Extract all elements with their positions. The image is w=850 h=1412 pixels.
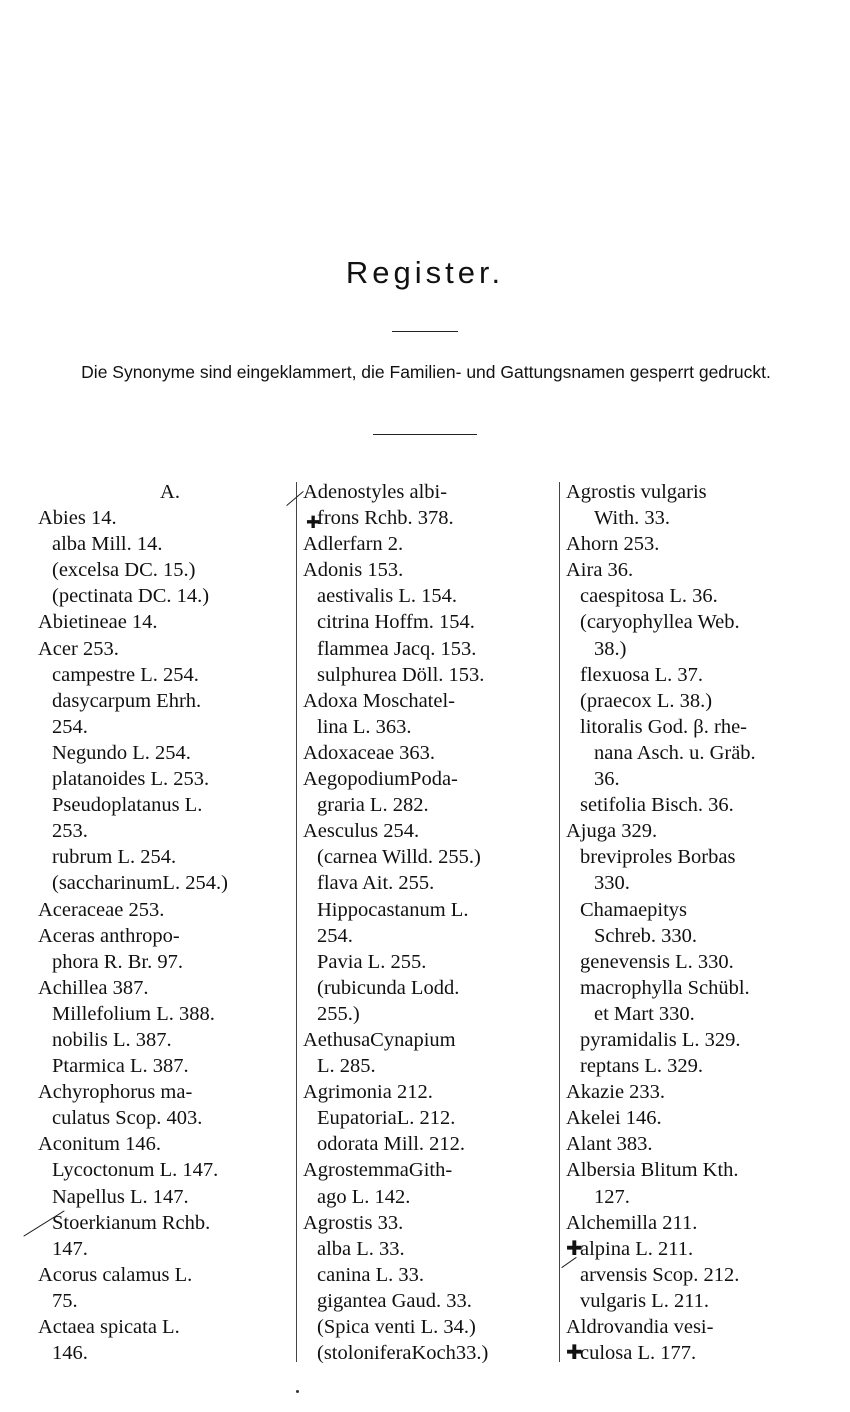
index-entry: 75. xyxy=(52,1289,78,1312)
cross-mark-icon: ✚ xyxy=(566,1236,583,1260)
index-entry: 254. xyxy=(52,715,88,738)
register-note: Die Synonyme sind eingeklammert, die Familien- und Gattungsnamen gesperrt gedruckt. xyxy=(81,362,771,382)
index-entry: Agrimonia 212. xyxy=(303,1081,433,1104)
index-entry: (Spica venti L. 34.) xyxy=(317,1316,476,1338)
index-entry: (praecox L. 38.) xyxy=(580,689,713,712)
index-entry: Aceras anthropo- xyxy=(38,924,180,947)
ink-dot xyxy=(296,1390,299,1393)
index-entry: Acorus calamus L. xyxy=(38,1263,193,1286)
index-entry: (stoloniferaKoch33.) xyxy=(317,1342,489,1365)
index-entry: Acer 253. xyxy=(38,637,119,660)
index-entry: Alant 383. xyxy=(566,1133,653,1156)
index-entry: alba Mill. 14. xyxy=(52,533,163,556)
index-entry: Aira 36. xyxy=(566,559,634,582)
index-column-2 xyxy=(303,479,559,1366)
column-separator xyxy=(296,482,297,1362)
index-entry: L. 285. xyxy=(317,1055,376,1078)
index-entry: frons Rchb. 378. xyxy=(317,507,454,530)
index-entry: canina L. 33. xyxy=(317,1263,425,1286)
index-entry: (excelsa DC. 15.) xyxy=(52,559,196,582)
index-entry: Aldrovandia vesi- xyxy=(566,1316,714,1338)
index-entry: 38.) xyxy=(594,637,627,660)
index-entry: flexuosa L. 37. xyxy=(580,663,703,686)
index-entry: nobilis L. 387. xyxy=(52,1028,172,1051)
index-entry: nana Asch. u. Gräb. xyxy=(594,741,756,764)
index-entry: Lycoctonum L. 147. xyxy=(52,1159,219,1182)
index-entry: Akazie 233. xyxy=(566,1081,666,1104)
note-divider xyxy=(373,434,477,435)
index-entry: Ptarmica L. 387. xyxy=(52,1055,189,1078)
index-entry: 146. xyxy=(52,1342,88,1365)
index-entry: culatus Scop. 403. xyxy=(52,1107,203,1130)
index-entry: Achyrophorus ma- xyxy=(38,1081,193,1104)
index-entry: Abietineae 14. xyxy=(38,611,158,634)
column-separator xyxy=(559,482,560,1362)
index-entry: 36. xyxy=(594,768,620,791)
index-entry: Akelei 146. xyxy=(566,1107,662,1130)
index-entry: (caryophyllea Web. xyxy=(580,611,740,634)
index-entry: 254. xyxy=(317,924,353,947)
index-entry: lina L. 363. xyxy=(317,715,412,738)
index-entry: campestre L. 254. xyxy=(52,663,199,686)
index-entry: Aesculus 254. xyxy=(303,820,420,843)
index-entry: Pavia L. 255. xyxy=(317,950,427,973)
index-entry: 255.) xyxy=(317,1002,360,1025)
index-entry: Actaea spicata L. xyxy=(38,1316,180,1338)
index-entry: (pectinata DC. 14.) xyxy=(52,585,210,608)
index-entry: setifolia Bisch. 36. xyxy=(580,794,734,817)
index-entry: phora R. Br. 97. xyxy=(52,950,183,973)
index-entry: 253. xyxy=(52,820,88,843)
index-entry: reptans L. 329. xyxy=(580,1055,703,1078)
index-entry: et Mart 330. xyxy=(594,1002,695,1025)
index-entry: macrophylla Schübl. xyxy=(580,976,750,999)
index-entry: Agrostis 33. xyxy=(303,1211,404,1234)
index-entry: With. 33. xyxy=(594,507,671,530)
index-entry: 127. xyxy=(594,1185,630,1208)
index-entry: graria L. 282. xyxy=(317,794,429,817)
index-entry: aestivalis L. 154. xyxy=(317,585,458,608)
index-entry: caespitosa L. 36. xyxy=(580,585,718,608)
index-entry: vulgaris L. 211. xyxy=(580,1289,710,1312)
index-entry: litoralis God. β. rhe- xyxy=(580,715,747,738)
index-entry: 330. xyxy=(594,872,630,895)
index-entry: Alchemilla 211. xyxy=(566,1211,698,1234)
index-entry: Adoxaceae 363. xyxy=(303,741,436,764)
index-entry: Achillea 387. xyxy=(38,976,149,999)
index-entry: Schreb. 330. xyxy=(594,924,698,947)
page-title: Register. xyxy=(345,255,505,290)
index-entry: EupatoriaL. 212. xyxy=(317,1107,456,1130)
index-entry: dasycarpum Ehrh. xyxy=(52,689,202,712)
index-entry: (carnea Willd. 255.) xyxy=(317,846,481,869)
index-entry: flammea Jacq. 153. xyxy=(317,637,477,660)
index-entry: AethusaCynapium xyxy=(303,1028,456,1051)
index-entry: Abies 14. xyxy=(38,507,117,530)
index-entry: sulphurea Döll. 153. xyxy=(317,663,485,686)
index-entry: pyramidalis L. 329. xyxy=(580,1028,741,1051)
title-divider xyxy=(392,331,458,332)
index-entry: gigantea Gaud. 33. xyxy=(317,1289,472,1312)
letter-heading: A. xyxy=(160,481,180,503)
index-entry: citrina Hoffm. 154. xyxy=(317,611,475,634)
index-column-3 xyxy=(566,479,830,1366)
index-entry: Napellus L. 147. xyxy=(52,1185,189,1208)
index-entry: Adonis 153. xyxy=(303,559,404,582)
index-entry: ago L. 142. xyxy=(317,1185,411,1208)
index-entry: Chamaepitys xyxy=(580,898,688,921)
index-entry: alba L. 33. xyxy=(317,1237,405,1260)
index-entry: flava Ait. 255. xyxy=(317,872,435,895)
index-column-1 xyxy=(38,479,292,1366)
index-entry: Albersia Blitum Kth. xyxy=(566,1159,739,1182)
index-entry: AegopodiumPoda- xyxy=(303,768,458,791)
index-entry: Pseudoplatanus L. xyxy=(52,794,203,817)
index-entry: Agrostis vulgaris xyxy=(566,481,707,503)
index-entry: culosa L. 177. xyxy=(580,1342,697,1365)
index-entry: Ajuga 329. xyxy=(566,820,658,843)
index-entry: Adlerfarn 2. xyxy=(303,533,404,556)
index-entry: AgrostemmaGith- xyxy=(303,1159,453,1182)
index-entry: rubrum L. 254. xyxy=(52,846,177,869)
index-entry: 147. xyxy=(52,1237,88,1260)
index-entry: Negundo L. 254. xyxy=(52,741,191,764)
index-entry: genevensis L. 330. xyxy=(580,950,734,973)
index-entry: arvensis Scop. 212. xyxy=(580,1263,740,1286)
cross-mark-icon: ✚ xyxy=(306,513,321,533)
index-entry: alpina L. 211. xyxy=(580,1237,694,1260)
index-entry: breviproles Borbas xyxy=(580,846,736,869)
index-entry: platanoides L. 253. xyxy=(52,768,210,791)
index-entry: Ahorn 253. xyxy=(566,533,660,556)
index-entry: Adoxa Moschatel- xyxy=(303,689,455,712)
index-entry: Stoerkianum Rchb. xyxy=(52,1211,211,1234)
index-entry: (rubicunda Lodd. xyxy=(317,976,460,999)
index-entry: Millefolium L. 388. xyxy=(52,1002,215,1025)
index-entry: (saccharinumL. 254.) xyxy=(52,872,228,895)
index-entry: odorata Mill. 212. xyxy=(317,1133,466,1156)
index-entry: Aconitum 146. xyxy=(38,1133,161,1156)
index-entry: Hippocastanum L. xyxy=(317,898,469,921)
index-entry: Adenostyles albi- xyxy=(303,481,448,503)
index-entry: Aceraceae 253. xyxy=(38,898,165,921)
cross-mark-icon: ✚ xyxy=(566,1340,583,1364)
